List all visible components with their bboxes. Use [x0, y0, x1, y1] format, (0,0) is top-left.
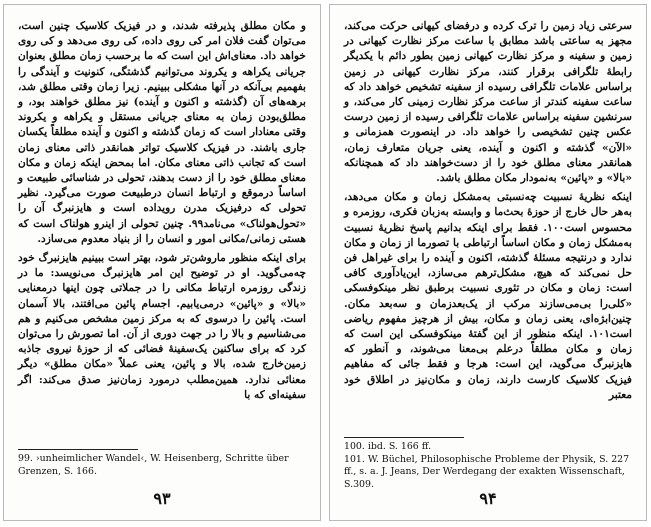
- left-footnotes: [18, 453, 306, 478]
- left-footnote-99: 99. ›unheimlicher Wandel‹, W. Heisenberg, Schritte über Grenzen, S. 166.: [18, 453, 289, 477]
- left-footnote-rule: [18, 449, 138, 450]
- right-paragraph-1: سرعتی زیاد زمین را ترک کرده و درفضای کیهانی حرکت می‌کند، مجهز به ساعتی باشد مطابق با ساعت مرکز نظارت کیهانی در زمین و سفینه و مرکز نظارت کیهانی زمین بطور دائم با یکدیگر رابطهٔ تلگرافی برقرار کنند، مرکز نظارت کیهانی در زمین براساس علامات تلگرافی رسیده از سفینه تشخیص خواهد داد که ساعت سفینه کندتر از ساعت مرکز نظارت زمینی کار می‌کند، و سرنشین سفینه براساس علامات تلگرافی رسیده از زمین درست عکس چنین تشخیصی را خواهد داد. در اینصورت همزمانی و «الآن» گذشته و اکنون و آینده، یعنی جریان متعارف زمان، همانقدر معنای مطلق خود را از دست‌خواهند داد که همچنانکه «بالا» و «پائین» به‌نمودار مکان مطلق باشد.: [344, 20, 632, 185]
- right-footnotes: [344, 441, 632, 491]
- page-right: [329, 4, 647, 521]
- left-body-text: [18, 19, 306, 407]
- right-footnote-100: 100. ibd. S. 166 ff.: [344, 441, 432, 452]
- right-footnote-101: 101. W. Büchel, Philosophische Probleme der Physik, S. 227 ff., s. a. J. Jeans, Der Werdegang der exakten Wissenschaft, S.309.: [344, 453, 630, 490]
- right-paragraph-2: اینکه نظریهٔ نسبیت چه‌نسبتی به‌مشکل زمان و مکان می‌دهد، به‌هر حال خارج از حوزهٔ بحث‌ما و وابسته به‌زبان فکری، روزمره و محسوس است۱۰۰. فقط برای اینکه بدانیم پاسخ نظریهٔ نسبیت به‌مشکل زمان و مکان اساساً ارتباطی با تصورما از زمان و مکان ندارد و درنتیجه مسئلهٔ گذشته، اکنون و آینده را برای غیرا‌هل فن حل نمی‌کند که هیچ، مشکل‌ترهم می‌سازد، این‌یادآوری کافی است: زمان و مکان در تئوری نسبیت برطبق نظر مینکوفسکی «کلی‌را بی‌می‌سازند مرکب از یک‌بعدزمان و سه‌بعد مکان. چنین‌ابژه‌ای، یعنی زمان و مکان، بیش از هرچیز مفهوم ریاضی است۱۰۱. اینکه منظور از این گفتهٔ مینکوفسکی این است که زمان و مکان مطلقاً درعلم بی‌معنا می‌شوند، و آنطور که هایزنبرگ می‌گوید، این است: هرجا و فقط جائی که مفاهیم فیزیک کلاسیک کارست دارند، زمان و مکان‌نیز در اطلاق خود معتبر: [344, 191, 633, 401]
- left-page-number: ۹۳: [153, 489, 171, 508]
- left-paragraph-1: و مکان مطلق پذیرفته شدند، و در فیزیک کلاسیک چنین است، می‌توان گفت فلان امر کی روی داده، کی روی می‌دهد و کی روی خواهد داد. معنای‌اش این است که ما برحسب زمان مطلق بعنوان جریانی یکراهه و یکروند می‌توانیم گذشتگی، کنونیت و آیندگی را بفهمیم بی‌آنکه در آنها مشکلی ببینیم. زیرا زمان وقتی مطلق شد، برهه‌های آن (گذشته و اکنون و آینده) نیز مطلق خواهند بود، و مطلق‌بودن زمان به معنای جریانی مستقل و یکراهه و یکروند وقتی معنادار است که زمان گذشته و اکنون و آینده مطلقاً یکسان جاری باشند. در فیزیک کلاسیک تواتر همانقدر ذاتی معنای زمان است که تجانب ذاتی معنای مکان. اما بمحض اینکه زمان و مکان معنای مطلق خود را از دست بدهند، تحولی در شناسائی طبیعت و اساساً درموقع و ارتباط انسان درطبیعت صورت می‌گیرد. نظیر تحولی که درفیزیک مدرن رویداده است و هایزنبرگ آن را «تحول‌هولناک» می‌نامد۹۹. چنین تحولی از اینرو هولناک است که هستی زمانی/مکانی امور و انسان را از بنیاد معدوم می‌سازد.: [18, 20, 306, 245]
- right-page-number: ۹۴: [479, 489, 497, 508]
- right-footnote-rule: [344, 437, 464, 438]
- right-body-text: [344, 19, 632, 407]
- left-paragraph-2: برای اینکه منظور ماروشن‌تر شود، بهتر است ببینیم هایزنبرگ خود چه‌می‌گوید. او در توضیح این امر هایزنبرگ می‌نویسد: ما در زندگی روزمره ارتباط مکانی را در جملاتی چون اینها درمعنایی «بالا» و «پائین» درمی‌یابیم. اجسام پائین می‌افتند، بالا آسمان است. پائین را درسوی که به مرکز زمین مشخص می‌کنیم و هم می‌شناسیم و بالا را در جهت دوری از آن. اما تصورش را می‌توان کرد که برای ساکنین یک‌سفینهٔ فضائی که از حوزهٔ نیروی جاذبه زمین‌خارج شده، بالا و پائین، یعنی عملاً «مکان مطلق» دیگر معنائی ندارد. همین‌مطلب درمورد زمان‌نیز صدق می‌کند: اگر سفینه‌ای که با: [18, 252, 306, 401]
- page-left: [3, 4, 321, 521]
